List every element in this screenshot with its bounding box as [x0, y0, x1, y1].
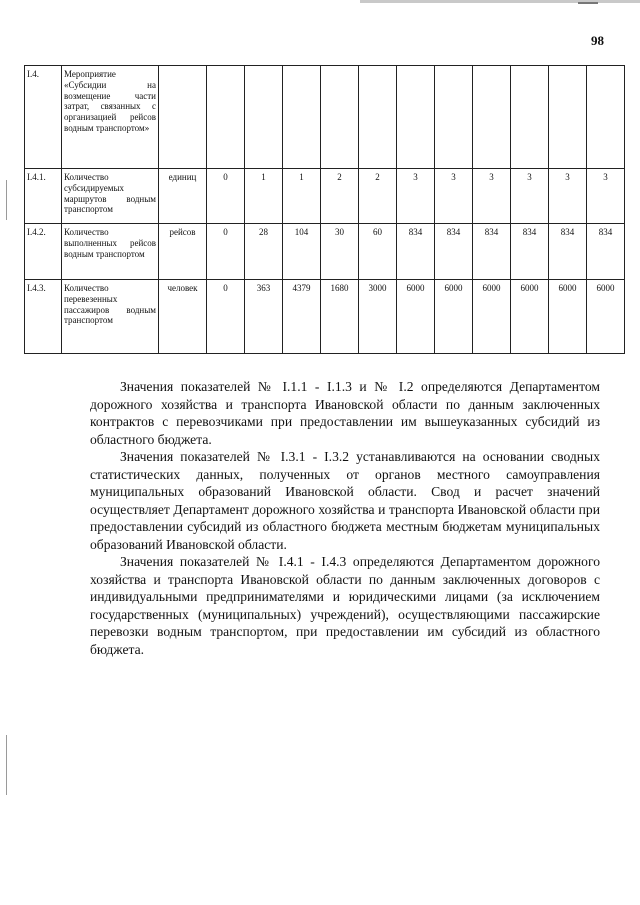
row-value [511, 66, 549, 169]
scan-left-mark [6, 180, 7, 220]
scan-top-mark [578, 2, 598, 4]
row-value: 0 [207, 280, 245, 354]
scan-left-mark [6, 735, 7, 795]
row-value: 834 [435, 224, 473, 280]
row-value: 834 [587, 224, 625, 280]
row-value [245, 66, 283, 169]
row-description: Мероприятие «Субсидии на возмещение части затрат, связанных с организацией рейсов водным транспортом» [62, 66, 159, 169]
paragraph: Значения показателей № I.4.1 - I.4.3 определяются Департаментом дорожного хозяйства и транспорта Ивановской области по данным заключенных договоров с индивидуальными предпринимателями и юридическими лицами (за исключением государственных (муниципальных) учреждений), осуществляющими пассажирские перевозки водным транспортом, при предоставлении им субсидий из областного бюджета. [90, 554, 600, 657]
row-value [549, 66, 587, 169]
row-value: 60 [359, 224, 397, 280]
table-row [25, 169, 625, 224]
table-row [25, 224, 625, 280]
row-value: 2 [321, 169, 359, 224]
row-value: 363 [245, 280, 283, 354]
row-value: 3000 [359, 280, 397, 354]
row-value: 1680 [321, 280, 359, 354]
row-value: 28 [245, 224, 283, 280]
paragraph: Значения показателей № I.3.1 - I.3.2 устанавливаются на основании сводных статистических данных, полученных от органов местного самоуправления муниципальных образований Ивановской области. Свод и расчет значений осуществляет Департамент дорожного хозяйства и транспорта Ивановской области при предоставлении субсидий из областного бюджета местным бюджетам муниципальных образований Ивановской области. [90, 449, 600, 552]
row-unit: единиц [159, 169, 207, 224]
row-description: Количество выполненных рейсов водным транспортом [62, 224, 159, 280]
row-value: 3 [511, 169, 549, 224]
notes-section [90, 378, 600, 658]
paragraph: Значения показателей № I.1.1 - I.1.3 и № I.2 определяются Департаментом дорожного хозяйства и транспорта Ивановской области по данным заключенных контрактов с перевозчиками при предоставлении им вышеуказанных субсидий из областного бюджета. [90, 379, 600, 447]
row-value: 6000 [549, 280, 587, 354]
row-value: 3 [549, 169, 587, 224]
row-value: 834 [511, 224, 549, 280]
row-value [359, 66, 397, 169]
row-value: 0 [207, 224, 245, 280]
row-value: 6000 [473, 280, 511, 354]
row-value [435, 66, 473, 169]
table-row [25, 280, 625, 354]
row-value [473, 66, 511, 169]
row-value: 2 [359, 169, 397, 224]
row-value: 3 [587, 169, 625, 224]
row-value: 3 [397, 169, 435, 224]
row-code: I.4. [25, 66, 62, 169]
row-value: 3 [435, 169, 473, 224]
row-value: 3 [473, 169, 511, 224]
page-number: 98 [591, 33, 604, 48]
row-value: 1 [283, 169, 321, 224]
row-unit: рейсов [159, 224, 207, 280]
row-value: 30 [321, 224, 359, 280]
row-value: 104 [283, 224, 321, 280]
row-value: 6000 [435, 280, 473, 354]
row-code: I.4.3. [25, 280, 62, 354]
row-code: I.4.2. [25, 224, 62, 280]
row-value: 834 [397, 224, 435, 280]
row-unit [159, 66, 207, 169]
row-code: I.4.1. [25, 169, 62, 224]
row-value [321, 66, 359, 169]
row-value: 4379 [283, 280, 321, 354]
row-value: 6000 [397, 280, 435, 354]
table-row [25, 66, 625, 169]
row-description: Количество субсидируемых маршрутов водным транспортом [62, 169, 159, 224]
row-value: 834 [549, 224, 587, 280]
row-value [587, 66, 625, 169]
row-value [397, 66, 435, 169]
row-value [207, 66, 245, 169]
row-value: 834 [473, 224, 511, 280]
row-value [283, 66, 321, 169]
row-unit: человек [159, 280, 207, 354]
row-value: 0 [207, 169, 245, 224]
scan-top-edge [360, 0, 640, 3]
row-value: 1 [245, 169, 283, 224]
indicators-table [24, 65, 625, 354]
row-value: 6000 [587, 280, 625, 354]
row-value: 6000 [511, 280, 549, 354]
row-description: Количество перевезенных пассажиров водным транспортом [62, 280, 159, 354]
